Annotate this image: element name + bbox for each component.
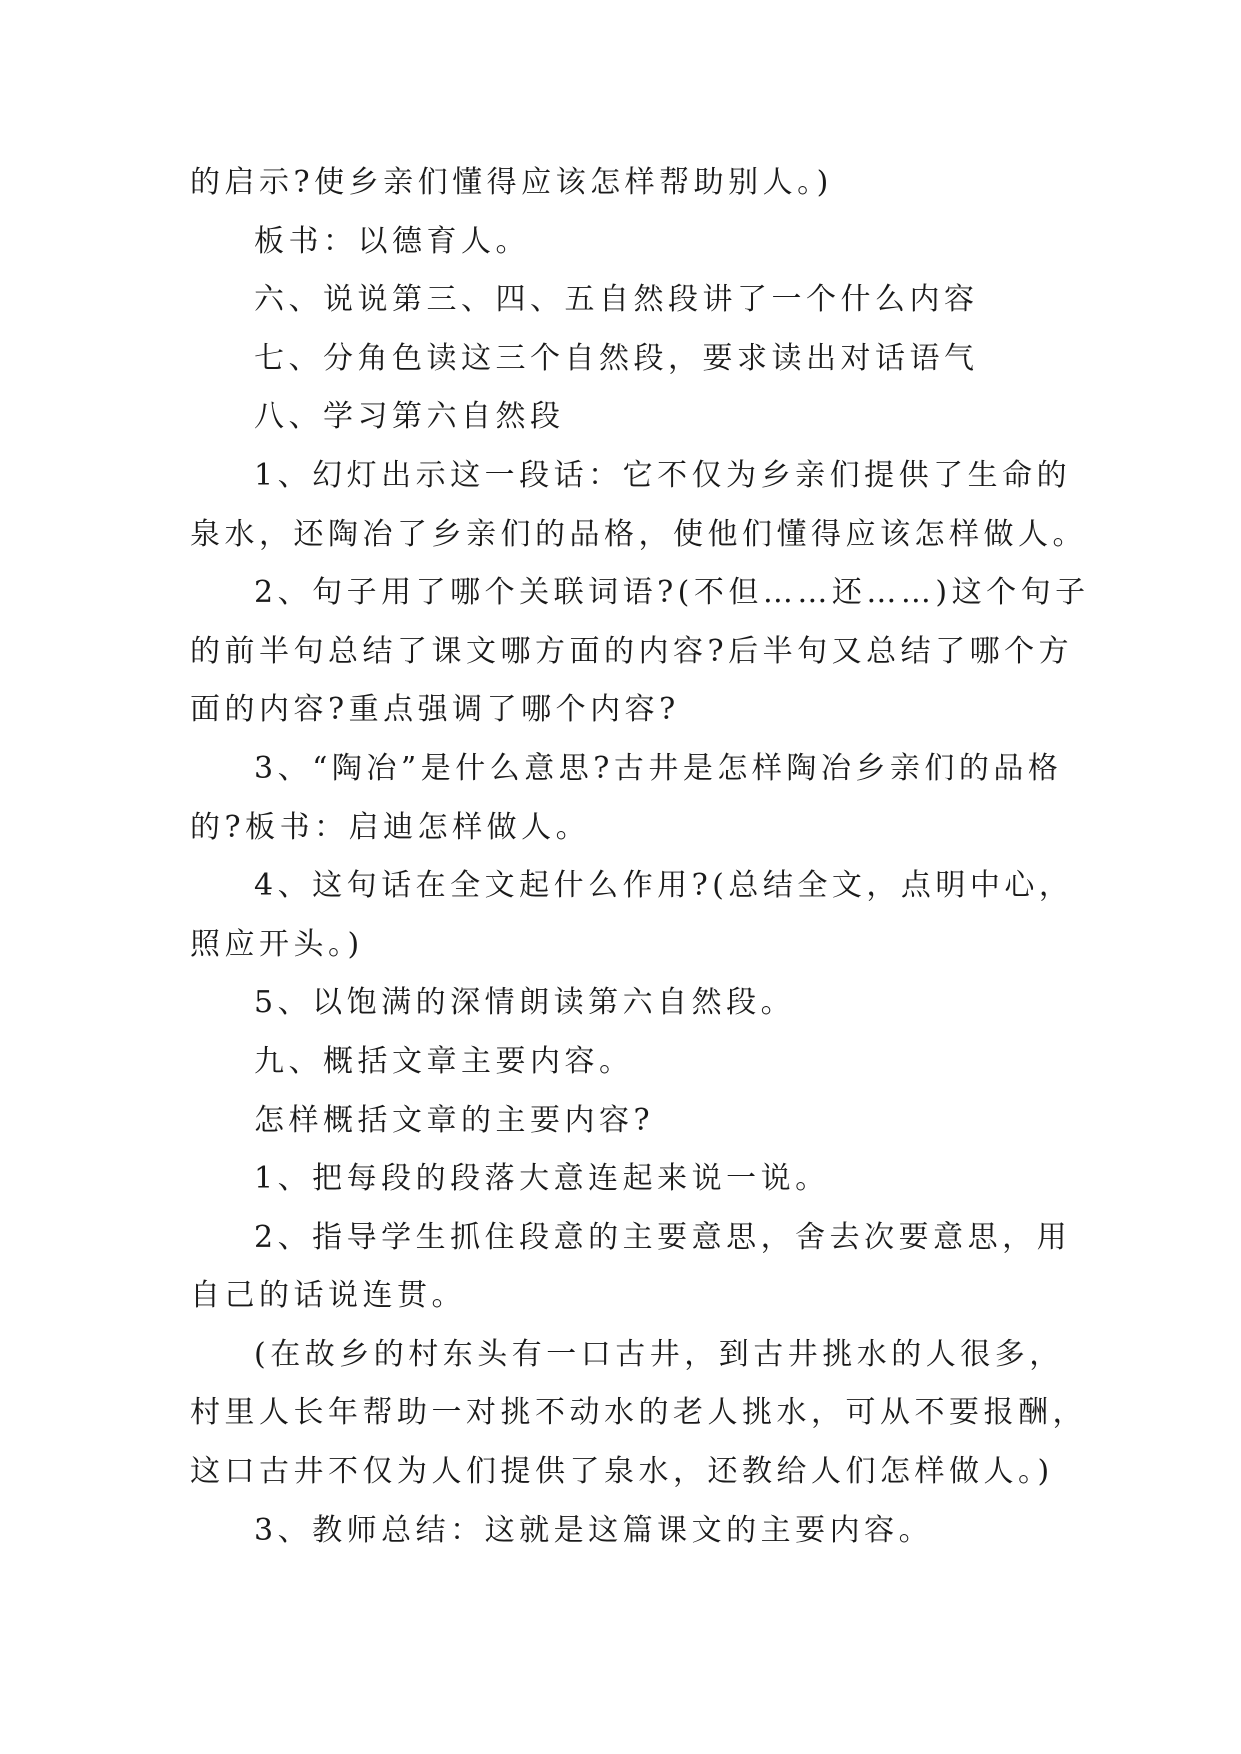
text-line: 3、教师总结：这就是这篇课文的主要内容。: [254, 1512, 934, 1548]
text-line: 村里人长年帮助一对挑不动水的老人挑水，可从不要报酬，: [190, 1395, 1087, 1431]
text-line: (在故乡的村东头有一口古井，到古井挑水的人很多，: [254, 1336, 1064, 1372]
text-line: 1、把每段的段落大意连起来说一说。: [254, 1161, 830, 1197]
text-line: 七、分角色读这三个自然段，要求读出对话语气: [254, 340, 979, 376]
text-line: 怎样概括文章的主要内容?: [254, 1102, 655, 1138]
text-line: 板书：以德育人。: [254, 223, 530, 259]
text-line: 自己的话说连贯。: [190, 1278, 466, 1314]
text-line: 的启示?使乡亲们懂得应该怎样帮助别人。): [190, 165, 833, 200]
text-line: 2、指导学生抓住段意的主要意思，舍去次要意思，用: [254, 1219, 1072, 1255]
section-heading: 八、学习第六自然段: [254, 399, 565, 435]
text-line: 面的内容?重点强调了哪个内容?: [190, 692, 680, 728]
text-line: 六、说说第三、四、五自然段讲了一个什么内容: [254, 282, 979, 318]
text-line: 的?板书：启迪怎样做人。: [190, 809, 591, 845]
text-line: 的前半句总结了课文哪方面的内容?后半句又总结了哪个方: [190, 633, 1074, 669]
text-line: 泉水，还陶冶了乡亲们的品格，使他们懂得应该怎样做人。: [190, 516, 1087, 552]
text-line: 1、幻灯出示这一段话：它不仅为乡亲们提供了生命的: [254, 457, 1072, 493]
section-heading: 九、概括文章主要内容。: [254, 1043, 634, 1079]
text-line: 这口古井不仅为人们提供了泉水，还教给人们怎样做人。): [190, 1454, 1054, 1490]
text-line: 3、“陶冶”是什么意思?古井是怎样陶冶乡亲们的品格: [254, 750, 1063, 786]
text-line: 2、句子用了哪个关联词语?(不但……还……)这个句子: [254, 575, 1090, 611]
text-line: 照应开头。): [190, 926, 364, 962]
text-line: 5、以饱满的深情朗读第六自然段。: [254, 985, 796, 1021]
text-line: 4、这句话在全文起什么作用?(总结全文，点明中心，: [254, 868, 1074, 904]
document-page: [190, 154, 1090, 1560]
